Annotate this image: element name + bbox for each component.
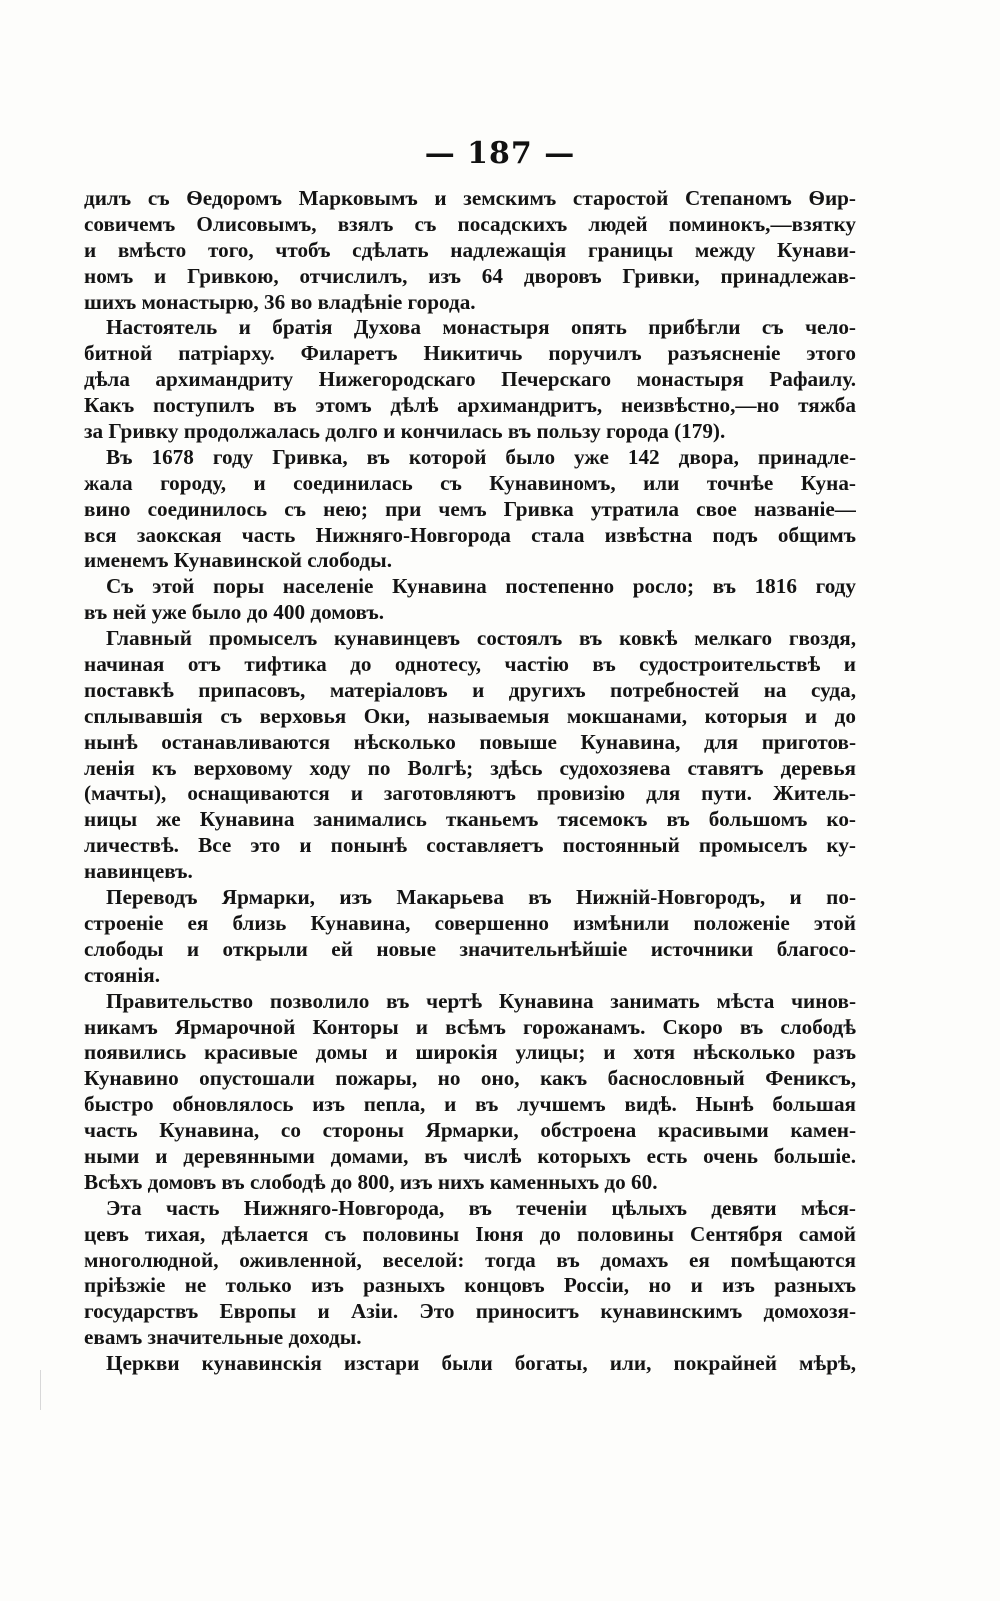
text-line: ленія къ верховому ходу по Волгѣ; здѣсь судохозяева ставятъ деревья <box>84 755 856 780</box>
paragraph-3 <box>84 445 856 574</box>
text-line: ными и деревянными домами, въ числѣ которыхъ есть очень большіе. <box>84 1143 856 1168</box>
text-line: пріѣзжіе не только изъ разныхъ концовъ Россіи, но и изъ разныхъ <box>84 1273 856 1298</box>
text-line: нынѣ останавливаются нѣсколько повыше Кунавина, для приготов- <box>84 729 856 754</box>
text-line: слободы и открыли ей новые значительнѣйшіе источники благосо- <box>84 936 856 961</box>
text-line: поставкѣ припасовъ, матеріаловъ и другихъ потребностей на суда, <box>84 677 856 702</box>
text-line: навинцевъ. <box>84 859 193 884</box>
text-line: ницы же Кунавина занимались тканьемъ тясемокъ въ большомъ ко- <box>84 807 856 832</box>
text-line: Эта часть Нижняго-Новгорода, въ теченіи цѣлыхъ девяти мѣся- <box>106 1195 856 1220</box>
text-line: Всѣхъ домовъ въ слободѣ до 800, изъ нихъ каменныхъ до 60. <box>84 1169 658 1194</box>
text-line: въ ней уже было до 400 домовъ. <box>84 600 385 625</box>
paragraph-1 <box>84 186 856 315</box>
text-line: вино соединилось съ нею; при чемъ Гривка утратила свое названіе— <box>84 496 856 521</box>
text-line: начиная отъ тифтика до однотесу, частію въ судостроительствѣ и <box>84 652 856 677</box>
text-line: шихъ монастырю, 36 во владѣніе города. <box>84 289 476 314</box>
text-line: дѣла архимандриту Нижегородскаго Печерскаго монастыря Рафаилу. <box>84 367 856 392</box>
text-line: дилъ съ Ѳедоромъ Марковымъ и земскимъ старостой Степаномъ Ѳир- <box>84 186 856 210</box>
text-line: никамъ Ярмарочной Конторы и всѣмъ горожанамъ. Скоро въ слободѣ <box>84 1014 856 1039</box>
text-line: Правительство позволило въ чертѣ Кунавина занимать мѣста чинов- <box>106 988 856 1013</box>
text-line: Главный промыселъ кунавинцевъ состоялъ въ ковкѣ мелкаго гвоздя, <box>106 626 856 651</box>
text-line: Церкви кунавинскія изстари были богаты, или, покрайней мѣрѣ, <box>106 1351 856 1376</box>
paragraph-4 <box>84 574 856 626</box>
text-line: Переводъ Ярмарки, изъ Макарьева въ Нижній-Новгородъ, и по- <box>106 885 856 910</box>
text-line: именемъ Кунавинской слободы. <box>84 548 392 573</box>
paragraph-8 <box>84 1196 856 1351</box>
text-line: Съ этой поры населеніе Кунавина постепенно росло; въ 1816 году <box>106 574 856 599</box>
text-line: строеніе ея близь Кунавина, совершенно измѣнили положеніе этой <box>84 910 856 935</box>
text-line: евамъ значительные доходы. <box>84 1325 362 1350</box>
text-line: Какъ поступилъ въ этомъ дѣлѣ архимандритъ, неизвѣстно,—но тяжба <box>84 393 856 418</box>
text-line: появились красивые домы и широкія улицы; и хотя нѣсколько разъ <box>84 1040 856 1065</box>
text-line: Въ 1678 году Гривка, въ которой было уже 142 двора, принадле- <box>106 444 856 469</box>
text-line: и вмѣсто того, чтобъ сдѣлать надлежащія границы между Кунави- <box>84 237 856 262</box>
text-line: государствъ Европы и Азіи. Это приноситъ кунавинскимъ домохозя- <box>84 1299 856 1324</box>
page-number: — 187 — <box>424 136 576 171</box>
text-line: Настоятель и братія Духова монастыря опять прибѣгли съ чело- <box>106 315 856 340</box>
paragraph-2 <box>84 315 856 444</box>
text-line: цевъ тихая, дѣлается съ половины Іюня до половины Сентября самой <box>84 1221 856 1246</box>
text-line: вся заокская часть Нижняго-Новгорода стала извѣстна подъ общимъ <box>84 522 856 547</box>
text-line: стоянія. <box>84 962 161 987</box>
text-line: Кунавино опустошали пожары, но оно, какъ баснословный Фениксъ, <box>84 1066 856 1091</box>
text-line: совичемъ Олисовымъ, взялъ съ посадскихъ людей поминокъ,—взятку <box>84 211 856 236</box>
paragraph-6 <box>84 885 856 989</box>
paragraph-5 <box>84 626 856 885</box>
text-line: часть Кунавина, со стороны Ярмарки, обстроена красивыми камен- <box>84 1118 856 1143</box>
paragraph-9 <box>84 1351 856 1377</box>
text-line: сплывавшія съ верховья Оки, называемыя мокшанами, которыя и до <box>84 703 856 728</box>
text-line: (мачты), оснащиваются и заготовляютъ провизію для пути. Житель- <box>84 781 856 806</box>
text-line: жала городу, и соединилась съ Кунавиномъ, или точнѣе Куна- <box>84 470 856 495</box>
text-line: за Гривку продолжалась долго и кончилась въ пользу города (179). <box>84 419 726 444</box>
text-line: многолюдной, оживленной, веселой: тогда въ домахъ ея помѣщаются <box>84 1247 856 1272</box>
text-line: номъ и Гривкою, отчислилъ, изъ 64 дворовъ Гривки, принадлежав- <box>84 263 856 288</box>
text-line: битной патріарху. Филаретъ Никитичь поручилъ разъясненіе этого <box>84 341 856 366</box>
text-line: быстро обновлялось изъ пепла, и въ лучшемъ видѣ. Нынѣ большая <box>84 1092 856 1117</box>
margin-mark <box>40 1370 41 1410</box>
paragraph-7 <box>84 989 856 1196</box>
body-text <box>84 186 856 1377</box>
text-line: личествѣ. Все это и понынѣ составляетъ постоянный промыселъ ку- <box>84 833 856 858</box>
